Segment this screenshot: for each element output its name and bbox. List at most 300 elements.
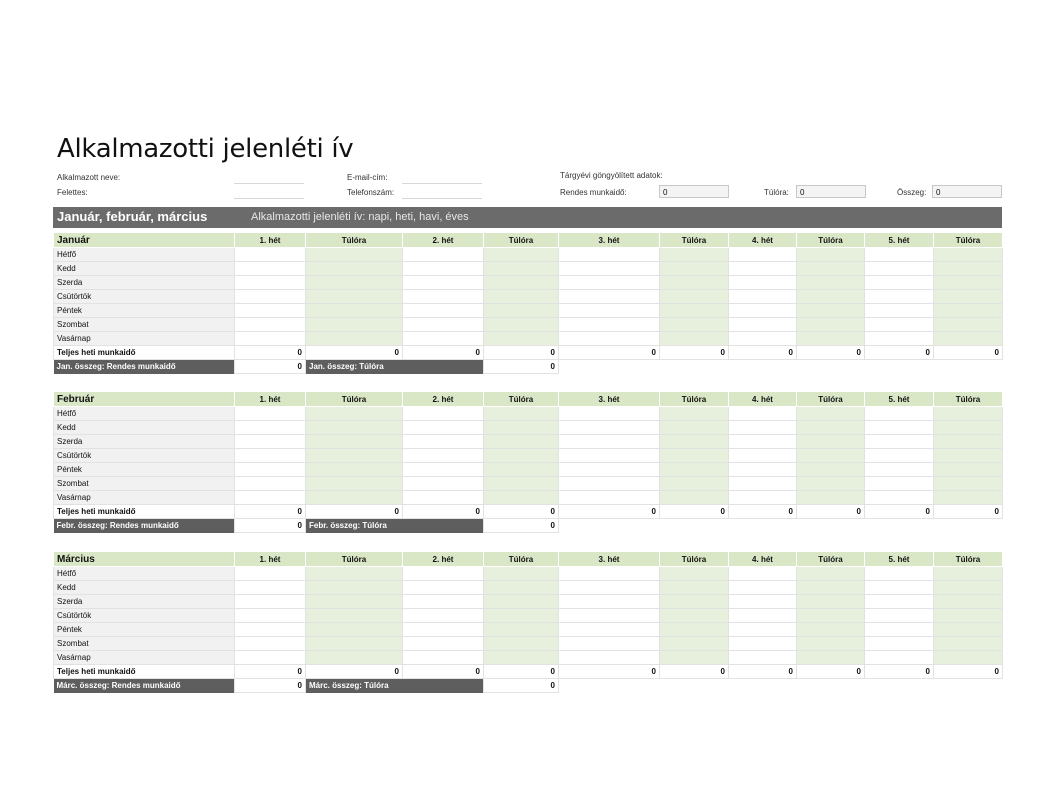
hours-cell[interactable] — [484, 491, 559, 505]
month-sum-overtime-label: Márc. összeg: Túlóra — [306, 679, 403, 693]
month-sum-overtime-label: Febr. összeg: Túlóra — [306, 519, 403, 533]
hours-cell[interactable] — [235, 651, 306, 665]
hours-cell[interactable] — [559, 463, 660, 477]
hours-cell[interactable] — [660, 276, 729, 290]
hours-cell[interactable] — [559, 623, 660, 637]
hours-cell[interactable] — [660, 623, 729, 637]
hours-cell[interactable] — [484, 421, 559, 435]
hours-cell[interactable] — [660, 248, 729, 262]
hours-cell[interactable] — [484, 304, 559, 318]
hours-cell[interactable] — [235, 332, 306, 346]
day-label: Szombat — [54, 318, 235, 332]
hours-cell[interactable] — [306, 491, 403, 505]
hours-cell[interactable] — [559, 477, 660, 491]
hours-cell[interactable] — [865, 463, 934, 477]
hours-cell[interactable] — [403, 581, 484, 595]
hours-cell[interactable] — [235, 290, 306, 304]
weekly-total-value: 0 — [729, 665, 797, 679]
hours-cell[interactable] — [235, 435, 306, 449]
hours-cell[interactable] — [934, 407, 1003, 421]
hours-cell[interactable] — [559, 332, 660, 346]
hours-cell[interactable] — [484, 276, 559, 290]
hours-cell[interactable] — [403, 477, 484, 491]
hours-cell[interactable] — [729, 449, 797, 463]
month-sum-overtime-value: 0 — [484, 679, 559, 693]
hours-cell[interactable] — [797, 304, 865, 318]
hours-cell[interactable] — [306, 637, 403, 651]
employee-name-field[interactable] — [234, 183, 304, 184]
hours-cell[interactable] — [934, 290, 1003, 304]
hours-cell[interactable] — [660, 304, 729, 318]
month-sum-overtime-spacer — [403, 679, 484, 693]
hours-cell[interactable] — [484, 290, 559, 304]
hours-cell[interactable] — [660, 651, 729, 665]
hours-cell[interactable] — [403, 435, 484, 449]
day-row — [54, 435, 1003, 449]
regular-hours-value[interactable]: 0 — [659, 185, 729, 198]
hours-cell[interactable] — [797, 421, 865, 435]
quarter-title: Január, február, március — [57, 209, 208, 224]
hours-cell[interactable] — [660, 290, 729, 304]
hours-cell[interactable] — [729, 623, 797, 637]
column-header: 4. hét — [729, 233, 797, 248]
month-sum-regular-label: Febr. összeg: Rendes munkaidő — [54, 519, 235, 533]
hours-cell[interactable] — [865, 637, 934, 651]
weekly-total-row — [54, 346, 1003, 360]
hours-cell[interactable] — [559, 421, 660, 435]
hours-cell[interactable] — [660, 318, 729, 332]
hours-cell[interactable] — [306, 567, 403, 581]
hours-cell[interactable] — [403, 567, 484, 581]
hours-cell[interactable] — [865, 262, 934, 276]
hours-cell[interactable] — [797, 276, 865, 290]
hours-cell[interactable] — [235, 276, 306, 290]
hours-cell[interactable] — [559, 262, 660, 276]
hours-cell[interactable] — [797, 623, 865, 637]
hours-cell[interactable] — [403, 449, 484, 463]
hours-cell[interactable] — [729, 435, 797, 449]
hours-cell[interactable] — [865, 248, 934, 262]
month-table — [53, 232, 1003, 374]
hours-cell[interactable] — [729, 262, 797, 276]
hours-cell[interactable] — [660, 421, 729, 435]
weekly-total-row — [54, 665, 1003, 679]
weekly-total-value: 0 — [559, 505, 660, 519]
hours-cell[interactable] — [403, 491, 484, 505]
hours-cell[interactable] — [934, 304, 1003, 318]
hours-cell[interactable] — [306, 435, 403, 449]
hours-cell[interactable] — [865, 421, 934, 435]
hours-cell[interactable] — [865, 609, 934, 623]
weekly-total-value: 0 — [306, 346, 403, 360]
hours-cell[interactable] — [797, 449, 865, 463]
hours-cell[interactable] — [306, 318, 403, 332]
column-header: 5. hét — [865, 392, 934, 407]
hours-cell[interactable] — [729, 290, 797, 304]
hours-cell[interactable] — [403, 421, 484, 435]
hours-cell[interactable] — [865, 595, 934, 609]
hours-cell[interactable] — [934, 651, 1003, 665]
month-header-row — [54, 233, 1003, 248]
hours-cell[interactable] — [306, 290, 403, 304]
hours-cell[interactable] — [797, 609, 865, 623]
hours-cell[interactable] — [660, 463, 729, 477]
hours-cell[interactable] — [797, 332, 865, 346]
hours-cell[interactable] — [797, 290, 865, 304]
hours-cell[interactable] — [306, 463, 403, 477]
hours-cell[interactable] — [865, 449, 934, 463]
hours-cell[interactable] — [865, 477, 934, 491]
day-label: Kedd — [54, 581, 235, 595]
day-label: Szombat — [54, 477, 235, 491]
column-header: 2. hét — [403, 233, 484, 248]
column-header: Túlóra — [797, 233, 865, 248]
hours-cell[interactable] — [660, 609, 729, 623]
day-row — [54, 609, 1003, 623]
employee-name-label: Alkalmazott neve: — [57, 173, 121, 182]
hours-cell[interactable] — [559, 407, 660, 421]
hours-cell[interactable] — [797, 262, 865, 276]
hours-cell[interactable] — [729, 567, 797, 581]
hours-cell[interactable] — [660, 595, 729, 609]
hours-cell[interactable] — [235, 637, 306, 651]
weekly-total-value: 0 — [660, 665, 729, 679]
hours-cell[interactable] — [403, 332, 484, 346]
hours-cell[interactable] — [235, 463, 306, 477]
hours-cell[interactable] — [403, 463, 484, 477]
weekly-total-value: 0 — [403, 346, 484, 360]
hours-cell[interactable] — [729, 248, 797, 262]
hours-cell[interactable] — [797, 407, 865, 421]
hours-cell[interactable] — [306, 595, 403, 609]
hours-cell[interactable] — [865, 332, 934, 346]
hours-cell[interactable] — [484, 248, 559, 262]
hours-cell[interactable] — [235, 567, 306, 581]
hours-cell[interactable] — [865, 651, 934, 665]
month-name: Február — [54, 392, 235, 407]
hours-cell[interactable] — [235, 581, 306, 595]
hours-cell[interactable] — [484, 567, 559, 581]
hours-cell[interactable] — [934, 449, 1003, 463]
day-label: Hétfő — [54, 248, 235, 262]
month-sum-regular-label: Márc. összeg: Rendes munkaidő — [54, 679, 235, 693]
column-header: Túlóra — [660, 552, 729, 567]
hours-cell[interactable] — [403, 609, 484, 623]
column-header: Túlóra — [660, 233, 729, 248]
supervisor-label: Felettes: — [57, 188, 88, 197]
hours-cell[interactable] — [865, 435, 934, 449]
hours-cell[interactable] — [559, 581, 660, 595]
hours-cell[interactable] — [235, 449, 306, 463]
blank-cell — [729, 360, 797, 374]
column-header: Túlóra — [484, 233, 559, 248]
hours-cell[interactable] — [934, 623, 1003, 637]
day-row — [54, 290, 1003, 304]
hours-cell[interactable] — [797, 651, 865, 665]
hours-cell[interactable] — [235, 491, 306, 505]
hours-cell[interactable] — [403, 318, 484, 332]
supervisor-field[interactable] — [234, 198, 304, 199]
hours-cell[interactable] — [306, 276, 403, 290]
hours-cell[interactable] — [484, 651, 559, 665]
hours-cell[interactable] — [306, 421, 403, 435]
hours-cell[interactable] — [559, 318, 660, 332]
hours-cell[interactable] — [865, 318, 934, 332]
hours-cell[interactable] — [403, 407, 484, 421]
hours-cell[interactable] — [660, 567, 729, 581]
hours-cell[interactable] — [660, 449, 729, 463]
hours-cell[interactable] — [729, 421, 797, 435]
blank-cell — [797, 679, 865, 693]
hours-cell[interactable] — [934, 581, 1003, 595]
hours-cell[interactable] — [797, 477, 865, 491]
hours-cell[interactable] — [729, 276, 797, 290]
hours-cell[interactable] — [660, 637, 729, 651]
column-header: Túlóra — [797, 552, 865, 567]
hours-cell[interactable] — [235, 477, 306, 491]
hours-cell[interactable] — [484, 595, 559, 609]
hours-cell[interactable] — [403, 651, 484, 665]
weekly-total-value: 0 — [934, 665, 1003, 679]
day-label: Csütörtök — [54, 449, 235, 463]
hours-cell[interactable] — [403, 623, 484, 637]
hours-cell[interactable] — [559, 248, 660, 262]
hours-cell[interactable] — [729, 581, 797, 595]
hours-cell[interactable] — [403, 262, 484, 276]
hours-cell[interactable] — [729, 595, 797, 609]
hours-cell[interactable] — [865, 567, 934, 581]
hours-cell[interactable] — [865, 407, 934, 421]
hours-cell[interactable] — [403, 304, 484, 318]
hours-cell[interactable] — [865, 304, 934, 318]
hours-cell[interactable] — [484, 332, 559, 346]
hours-cell[interactable] — [235, 318, 306, 332]
hours-cell[interactable] — [559, 304, 660, 318]
hours-cell[interactable] — [306, 407, 403, 421]
month-header-row — [54, 392, 1003, 407]
hours-cell[interactable] — [484, 435, 559, 449]
overtime-value[interactable]: 0 — [796, 185, 866, 198]
weekly-total-value: 0 — [865, 346, 934, 360]
hours-cell[interactable] — [934, 477, 1003, 491]
hours-cell[interactable] — [797, 463, 865, 477]
hours-cell[interactable] — [729, 318, 797, 332]
hours-cell[interactable] — [797, 595, 865, 609]
hours-cell[interactable] — [484, 463, 559, 477]
hours-cell[interactable] — [235, 407, 306, 421]
hours-cell[interactable] — [934, 435, 1003, 449]
hours-cell[interactable] — [729, 651, 797, 665]
blank-cell — [797, 360, 865, 374]
hours-cell[interactable] — [865, 623, 934, 637]
weekly-total-value: 0 — [306, 665, 403, 679]
total-value[interactable]: 0 — [932, 185, 1002, 198]
hours-cell[interactable] — [559, 290, 660, 304]
weekly-total-label: Teljes heti munkaidő — [54, 346, 235, 360]
hours-cell[interactable] — [235, 609, 306, 623]
hours-cell[interactable] — [559, 449, 660, 463]
hours-cell[interactable] — [729, 477, 797, 491]
hours-cell[interactable] — [484, 477, 559, 491]
hours-cell[interactable] — [559, 595, 660, 609]
blank-cell — [934, 679, 1003, 693]
hours-cell[interactable] — [729, 407, 797, 421]
hours-cell[interactable] — [865, 491, 934, 505]
hours-cell[interactable] — [559, 491, 660, 505]
day-label: Szerda — [54, 595, 235, 609]
day-row — [54, 623, 1003, 637]
hours-cell[interactable] — [306, 477, 403, 491]
hours-cell[interactable] — [484, 581, 559, 595]
hours-cell[interactable] — [934, 248, 1003, 262]
month-table — [53, 391, 1003, 533]
blank-cell — [934, 360, 1003, 374]
hours-cell[interactable] — [934, 318, 1003, 332]
hours-cell[interactable] — [934, 609, 1003, 623]
hours-cell[interactable] — [934, 463, 1003, 477]
hours-cell[interactable] — [660, 262, 729, 276]
hours-cell[interactable] — [934, 332, 1003, 346]
hours-cell[interactable] — [403, 595, 484, 609]
hours-cell[interactable] — [559, 276, 660, 290]
hours-cell[interactable] — [235, 623, 306, 637]
hours-cell[interactable] — [403, 248, 484, 262]
hours-cell[interactable] — [306, 449, 403, 463]
day-row — [54, 421, 1003, 435]
day-label: Péntek — [54, 623, 235, 637]
blank-cell — [559, 360, 660, 374]
hours-cell[interactable] — [934, 421, 1003, 435]
hours-cell[interactable] — [235, 421, 306, 435]
hours-cell[interactable] — [306, 332, 403, 346]
hours-cell[interactable] — [484, 637, 559, 651]
day-row — [54, 637, 1003, 651]
hours-cell[interactable] — [235, 595, 306, 609]
day-label: Szerda — [54, 276, 235, 290]
month-name: Március — [54, 552, 235, 567]
banner-subtitle: Alkalmazotti jelenléti ív: napi, heti, havi, éves — [251, 211, 469, 223]
hours-cell[interactable] — [660, 435, 729, 449]
day-label: Vasárnap — [54, 651, 235, 665]
day-label: Hétfő — [54, 407, 235, 421]
weekly-total-value: 0 — [559, 346, 660, 360]
hours-cell[interactable] — [403, 276, 484, 290]
day-label: Szerda — [54, 435, 235, 449]
hours-cell[interactable] — [797, 567, 865, 581]
hours-cell[interactable] — [559, 637, 660, 651]
hours-cell[interactable] — [934, 595, 1003, 609]
hours-cell[interactable] — [934, 491, 1003, 505]
hours-cell[interactable] — [306, 651, 403, 665]
weekly-total-value: 0 — [660, 505, 729, 519]
column-header: 1. hét — [235, 552, 306, 567]
hours-cell[interactable] — [235, 304, 306, 318]
hours-cell[interactable] — [729, 304, 797, 318]
hours-cell[interactable] — [403, 290, 484, 304]
hours-cell[interactable] — [306, 623, 403, 637]
sheet-title: Alkalmazotti jelenléti ív — [57, 134, 354, 164]
hours-cell[interactable] — [660, 477, 729, 491]
hours-cell[interactable] — [559, 651, 660, 665]
column-header: Túlóra — [934, 233, 1003, 248]
hours-cell[interactable] — [559, 609, 660, 623]
hours-cell[interactable] — [729, 463, 797, 477]
hours-cell[interactable] — [306, 304, 403, 318]
hours-cell[interactable] — [403, 637, 484, 651]
hours-cell[interactable] — [306, 609, 403, 623]
hours-cell[interactable] — [235, 248, 306, 262]
month-sum-overtime-value: 0 — [484, 360, 559, 374]
hours-cell[interactable] — [484, 318, 559, 332]
hours-cell[interactable] — [660, 491, 729, 505]
hours-cell[interactable] — [934, 637, 1003, 651]
hours-cell[interactable] — [729, 332, 797, 346]
hours-cell[interactable] — [797, 637, 865, 651]
hours-cell[interactable] — [797, 435, 865, 449]
weekly-total-row — [54, 505, 1003, 519]
hours-cell[interactable] — [484, 623, 559, 637]
hours-cell[interactable] — [306, 581, 403, 595]
hours-cell[interactable] — [729, 609, 797, 623]
hours-cell[interactable] — [934, 262, 1003, 276]
hours-cell[interactable] — [934, 567, 1003, 581]
hours-cell[interactable] — [484, 449, 559, 463]
day-row — [54, 304, 1003, 318]
hours-cell[interactable] — [865, 581, 934, 595]
hours-cell[interactable] — [729, 491, 797, 505]
total-label: Összeg: — [897, 188, 927, 197]
month-summary-row — [54, 519, 1003, 533]
weekly-total-value: 0 — [797, 665, 865, 679]
hours-cell[interactable] — [729, 637, 797, 651]
month-sum-overtime-label: Jan. összeg: Túlóra — [306, 360, 403, 374]
day-label: Kedd — [54, 421, 235, 435]
hours-cell[interactable] — [660, 332, 729, 346]
weekly-total-value: 0 — [865, 505, 934, 519]
hours-cell[interactable] — [484, 609, 559, 623]
hours-cell[interactable] — [865, 276, 934, 290]
day-row — [54, 651, 1003, 665]
column-header: 4. hét — [729, 392, 797, 407]
hours-cell[interactable] — [797, 581, 865, 595]
hours-cell[interactable] — [660, 407, 729, 421]
hours-cell[interactable] — [797, 491, 865, 505]
hours-cell[interactable] — [559, 567, 660, 581]
month-sum-overtime-spacer — [403, 519, 484, 533]
weekly-total-value: 0 — [403, 505, 484, 519]
weekly-total-value: 0 — [403, 665, 484, 679]
weekly-total-value: 0 — [484, 665, 559, 679]
hours-cell[interactable] — [797, 248, 865, 262]
hours-cell[interactable] — [306, 248, 403, 262]
hours-cell[interactable] — [559, 435, 660, 449]
hours-cell[interactable] — [660, 581, 729, 595]
hours-cell[interactable] — [484, 262, 559, 276]
hours-cell[interactable] — [934, 276, 1003, 290]
weekly-total-value: 0 — [729, 346, 797, 360]
phone-field[interactable] — [402, 198, 482, 199]
hours-cell[interactable] — [306, 262, 403, 276]
email-field[interactable] — [402, 183, 482, 184]
hours-cell[interactable] — [797, 318, 865, 332]
hours-cell[interactable] — [484, 407, 559, 421]
hours-cell[interactable] — [865, 290, 934, 304]
column-header: 1. hét — [235, 392, 306, 407]
month-sum-regular-value: 0 — [235, 360, 306, 374]
hours-cell[interactable] — [235, 262, 306, 276]
column-header: 5. hét — [865, 552, 934, 567]
column-header: Túlóra — [934, 392, 1003, 407]
